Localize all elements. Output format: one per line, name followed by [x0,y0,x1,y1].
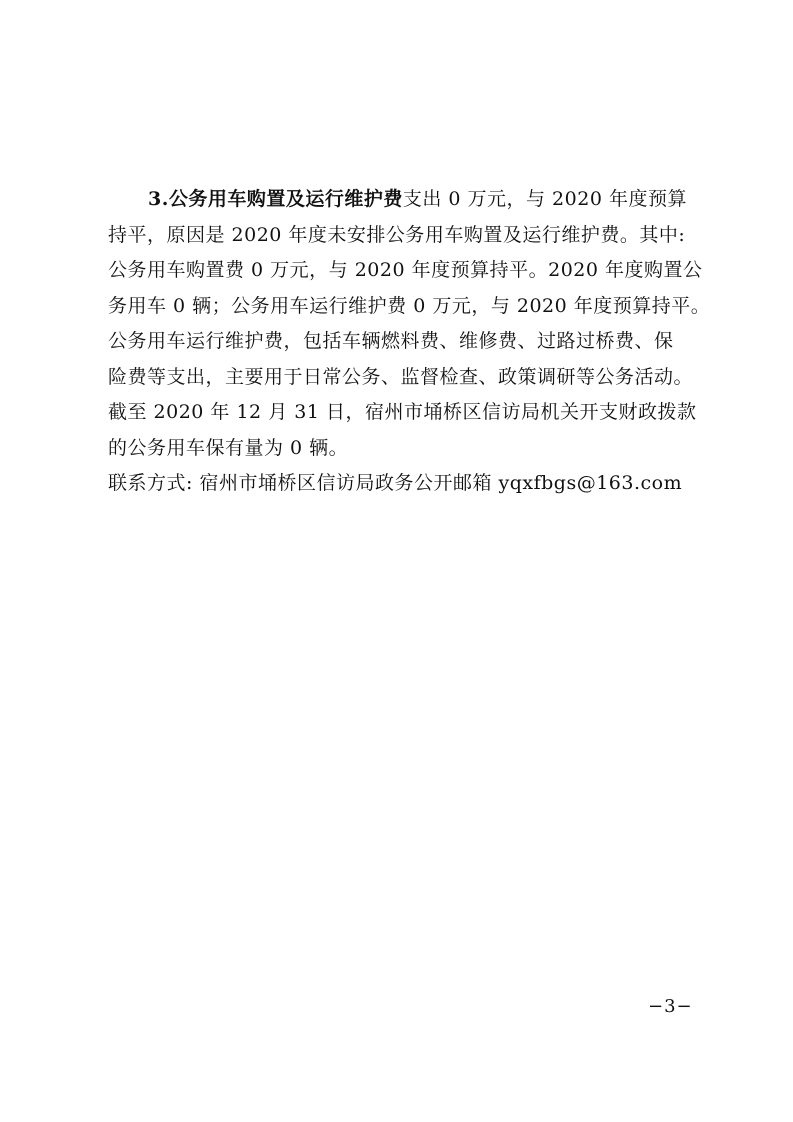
section-heading: 3.公务用车购置及运行维护费 [148,188,403,210]
body-text [108,182,711,502]
paragraph-line-2: 持平，原因是 2020 年度未安排公务用车购置及运行维护费。其中: [108,223,686,246]
paragraph-line-7: 截至 2020 年 12 月 31 日，宿州市埇桥区信访局机关开支财政拨款 [108,401,697,423]
paragraph-line-6: 险费等支出，主要用于日常公务、监督检查、政策调研等公务活动。 [108,365,694,388]
paragraph-text: 支出 0 万元，与 2020 年度预算 [402,188,687,210]
paragraph-line-3: 公务用车购置费 0 万元，与 2020 年度预算持平。2020 年度购置公 [108,259,703,281]
paragraph-line-8: 的公务用车保有量为 0 辆。 [108,436,349,459]
contact-line: 联系方式: 宿州市埇桥区信访局政务公开邮箱 yqxfbgs@163.com [108,472,683,494]
paragraph-line-5: 公务用车运行维护费，包括车辆燃料费、维修费、过路过桥费、保 [108,330,674,352]
paragraph-line-1 [108,182,708,218]
paragraph-line-4: 务用车 0 辆；公务用车运行维护费 0 万元，与 2020 年度预算持平。 [108,294,711,317]
page-number: −3− [648,996,693,1017]
